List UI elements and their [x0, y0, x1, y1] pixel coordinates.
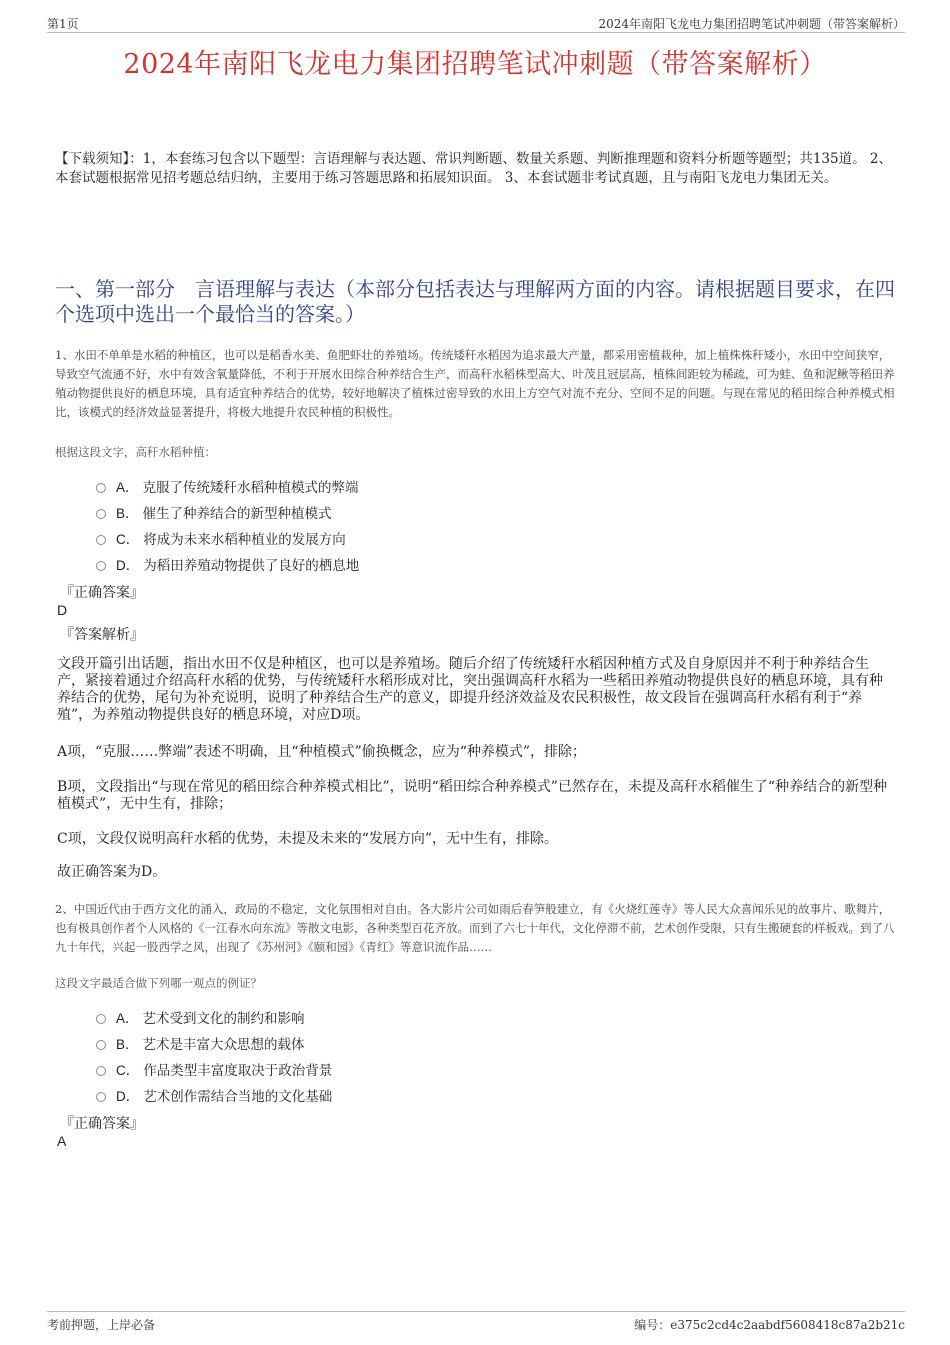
radio-icon[interactable]: [96, 509, 106, 519]
question-1-text: 1、水田不单单是水稻的种植区，也可以是稻香水美、鱼肥虾壮的养殖场。传统矮秆水稻因为追求最大产量，都采用密植栽种，加上植株株秆矮小，水田中空间狭窄，导致空气流通不好，水中有效含氧量降低，不利于开展水田综合种养结合生产，而高秆水稻株型高大、叶茂且冠层高，植株间距较为稀疏，可为蛙、鱼和泥鳅等稻田养殖动物提供良好的栖息环境，具有适宜种养结合的优势，较好地解决了植株过密导致的水田上方空气对流不充分、空间不足的问题。与现在常见的稻田综合种养模式相比，该模式的经济效益显著提升，将极大地提升农民种植的积极性。: [55, 348, 895, 419]
question-1-analysis-b: B项，文段指出“与现在常见的稻田综合种养模式相比”，说明“稻田综合种养模式”已然存在，未提及高秆水稻催生了“种养结合的新型种植模式”，无中生有，排除；: [57, 779, 888, 812]
option-letter: C．: [116, 1063, 140, 1078]
document-title: 2024年南阳飞龙电力集团招聘笔试冲刺题（带答案解析）: [123, 49, 827, 80]
question-2-answer-label: 『正确答案』: [60, 1116, 144, 1132]
option-text: 为稻田养殖动物提供了良好的栖息地: [143, 558, 360, 574]
question-2-option-d[interactable]: [96, 1082, 856, 1108]
option-text: 将成为未来水稻种植业的发展方向: [143, 532, 346, 548]
option-letter: C．: [116, 532, 140, 547]
footer-serial: 编号：e375c2cd4c2aabdf5608418c87a2b21c: [634, 1318, 905, 1332]
question-1-analysis-a: A项，“克服……弊端”表述不明确，且“种植模式”偷换概念，应为“种养模式”，排除；: [57, 744, 587, 760]
question-1-option-c[interactable]: [96, 525, 856, 551]
question-1-option-b[interactable]: [96, 499, 856, 525]
question-2-answer: A: [57, 1133, 67, 1149]
radio-icon[interactable]: [96, 535, 106, 545]
download-notice: 【下载须知】：1，本套练习包含以下题型：言语理解与表达题、常识判断题、数量关系题、判断推理题和资料分析题等题型；共135道。 2、本套试题根据常见招考题总结归纳，主要用于练习答题思路和拓展知识面。 3、本套试题非考试真题，且与南阳飞龙电力集团无关。: [55, 151, 892, 186]
option-text: 作品类型丰富度取决于政治背景: [143, 1063, 333, 1079]
option-text: 克服了传统矮秆水稻种植模式的弊端: [142, 480, 359, 496]
option-text: 艺术创作需结合当地的文化基础: [143, 1089, 333, 1105]
option-letter: B．: [116, 506, 139, 521]
radio-icon[interactable]: [96, 1014, 106, 1024]
question-2-prompt: 这段文字最适合做下列哪一观点的例证？: [55, 976, 262, 990]
question-1-prompt: 根据这段文字，高秆水稻种植：: [55, 445, 216, 459]
question-1-option-a[interactable]: [96, 473, 856, 499]
question-2-options: [96, 1004, 856, 1108]
option-letter: D．: [116, 1089, 140, 1104]
option-letter: B．: [116, 1037, 139, 1052]
question-1-answer-label: 『正确答案』: [60, 585, 144, 601]
radio-icon[interactable]: [96, 1040, 106, 1050]
option-letter: A．: [116, 1011, 139, 1026]
question-1-options: [96, 473, 856, 577]
page-number: 第1页: [47, 17, 79, 31]
header-doc-title: 2024年南阳飞龙电力集团招聘笔试冲刺题（带答案解析）: [598, 17, 905, 31]
question-2-option-b[interactable]: [96, 1030, 856, 1056]
option-text: 催生了种养结合的新型种植模式: [142, 506, 332, 522]
page-footer: [47, 1311, 905, 1334]
question-1-analysis-conclusion: 故正确答案为D。: [57, 864, 167, 880]
radio-icon[interactable]: [96, 483, 106, 493]
question-1-analysis-c: C项，文段仅说明高秆水稻的优势，未提及未来的“发展方向”，无中生有，排除。: [57, 831, 559, 847]
question-1-analysis-label: 『答案解析』: [60, 627, 144, 643]
radio-icon[interactable]: [96, 561, 106, 571]
radio-icon[interactable]: [96, 1066, 106, 1076]
question-2-option-c[interactable]: [96, 1056, 856, 1082]
question-2-option-a[interactable]: [96, 1004, 856, 1030]
question-1-answer: D: [57, 602, 68, 618]
question-1-option-d[interactable]: [96, 551, 856, 577]
option-text: 艺术是丰富大众思想的载体: [142, 1037, 305, 1053]
question-1-analysis-paragraph: 文段开篇引出话题，指出水田不仅是种植区，也可以是养殖场。随后介绍了传统矮秆水稻因种植方式及自身原因并不利于种养结合生产，紧接着通过介绍高秆水稻的优势，与传统矮秆水稻形成对比，突出强调高秆水稻为一些稻田养殖动物提供良好的栖息环境，具有种养结合的优势，尾句为补充说明，说明了种养结合生产的意义，即提升经济效益及农民积极性，故文段旨在强调高秆水稻有利于“养殖”，为养殖动物提供良好的栖息环境，对应D项。: [57, 656, 883, 723]
option-text: 艺术受到文化的制约和影响: [142, 1011, 305, 1027]
option-letter: D．: [116, 558, 140, 573]
radio-icon[interactable]: [96, 1092, 106, 1102]
section-title: 一、第一部分 言语理解与表达（本部分包括表达与理解两方面的内容。请根据题目要求，在四个选项中选出一个最恰当的答案。）: [55, 277, 895, 326]
option-letter: A．: [116, 480, 139, 495]
page-header: [47, 14, 905, 33]
question-2-text: 2、中国近代由于西方文化的涌入，政局的不稳定，文化氛围相对自由。各大影片公司如雨后春笋般建立，有《火烧红莲寺》等人民大众喜闻乐见的故事片、歌舞片，也有极具创作者个人风格的《一江春水向东流》等散文电影，各种类型百花齐放。而到了六七十年代，文化停滞不前，艺术创作受限，只有生搬硬套的样板戏。到了八九十年代，兴起一股西学之风，出现了《苏州河》《颐和园》《青红》等意识流作品……: [55, 902, 895, 954]
footer-slogan: 考前押题，上岸必备: [47, 1318, 156, 1332]
